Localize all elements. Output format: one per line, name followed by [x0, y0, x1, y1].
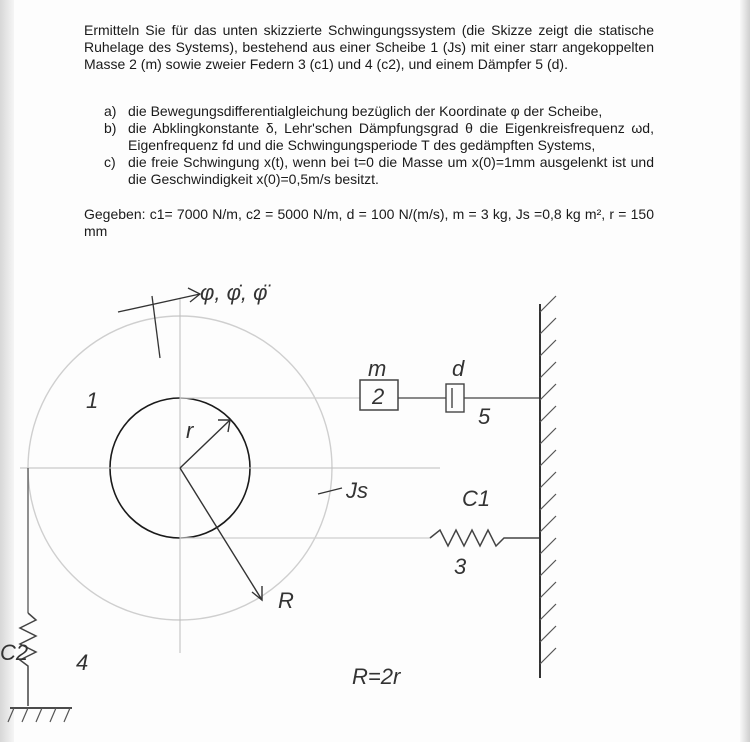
task-label: c) — [104, 154, 116, 170]
intro-paragraph: Ermitteln Sie für das unten skizzierte Schwingungssystem (die Skizze zeigt die statische Ruhelage des Systems), bestehend aus einer Scheibe 1 (Js) mit einer starr angekoppelten Masse 2 (m) sowie zweier Federn 3 (c1) und 4 (c2), und einem Dämpfer 5 (d). — [84, 22, 654, 72]
task-list — [84, 103, 654, 188]
phi-arrow — [118, 294, 200, 312]
task-item — [104, 154, 654, 188]
damper-number: 5 — [478, 404, 491, 429]
ground-hatching — [8, 708, 70, 722]
spring2-number: 4 — [76, 650, 89, 675]
spring1-symbol: C1 — [462, 486, 491, 511]
task-text: die freie Schwingung x(t), wenn bei t=0 die Masse um x(0)=1mm ausgelenkt ist und die Geschwindigkeit x(0)=0,5m/s besitzt. — [128, 154, 654, 187]
phi-reference-line — [152, 296, 160, 358]
task-label: a) — [104, 103, 117, 119]
disc-number: 1 — [86, 388, 99, 413]
mass-symbol: m — [368, 356, 387, 381]
radius-R-label: R — [278, 588, 294, 613]
damper-housing — [446, 384, 464, 412]
radius-r-label: r — [186, 418, 194, 443]
task-text: die Abklingkonstante δ, Lehr'schen Dämpfungsgrad θ die Eigenkreisfrequenz ωd, Eigenfrequenz fd und die Schwingungsperiode T des gedämpften Systems, — [128, 120, 654, 153]
mass-number: 2 — [372, 384, 385, 409]
spring1-number: 3 — [454, 554, 467, 579]
system-sketch — [0, 268, 750, 742]
spring-c1 — [430, 530, 540, 546]
task-item — [104, 103, 654, 120]
radius-relation: R=2r — [352, 664, 401, 689]
wall-hatching — [540, 296, 556, 664]
spring2-symbol: C2 — [0, 640, 29, 665]
task-label: b) — [104, 120, 117, 136]
inertia-label: Js — [346, 478, 368, 503]
task-text: die Bewegungsdifferentialgleichung bezüglich der Koordinate φ der Scheibe, — [128, 103, 603, 119]
problem-text — [84, 22, 654, 240]
damper-symbol: d — [452, 356, 465, 381]
given-values: Gegeben: c1= 7000 N/m, c2 = 5000 N/m, d = 100 N/(m/s), m = 3 kg, Js =0,8 kg m², r = 150 mm — [84, 206, 654, 239]
phi-label: φ, φ̇, φ̈ — [200, 280, 268, 305]
radius-R-arrow — [180, 468, 262, 600]
task-item — [104, 120, 654, 154]
